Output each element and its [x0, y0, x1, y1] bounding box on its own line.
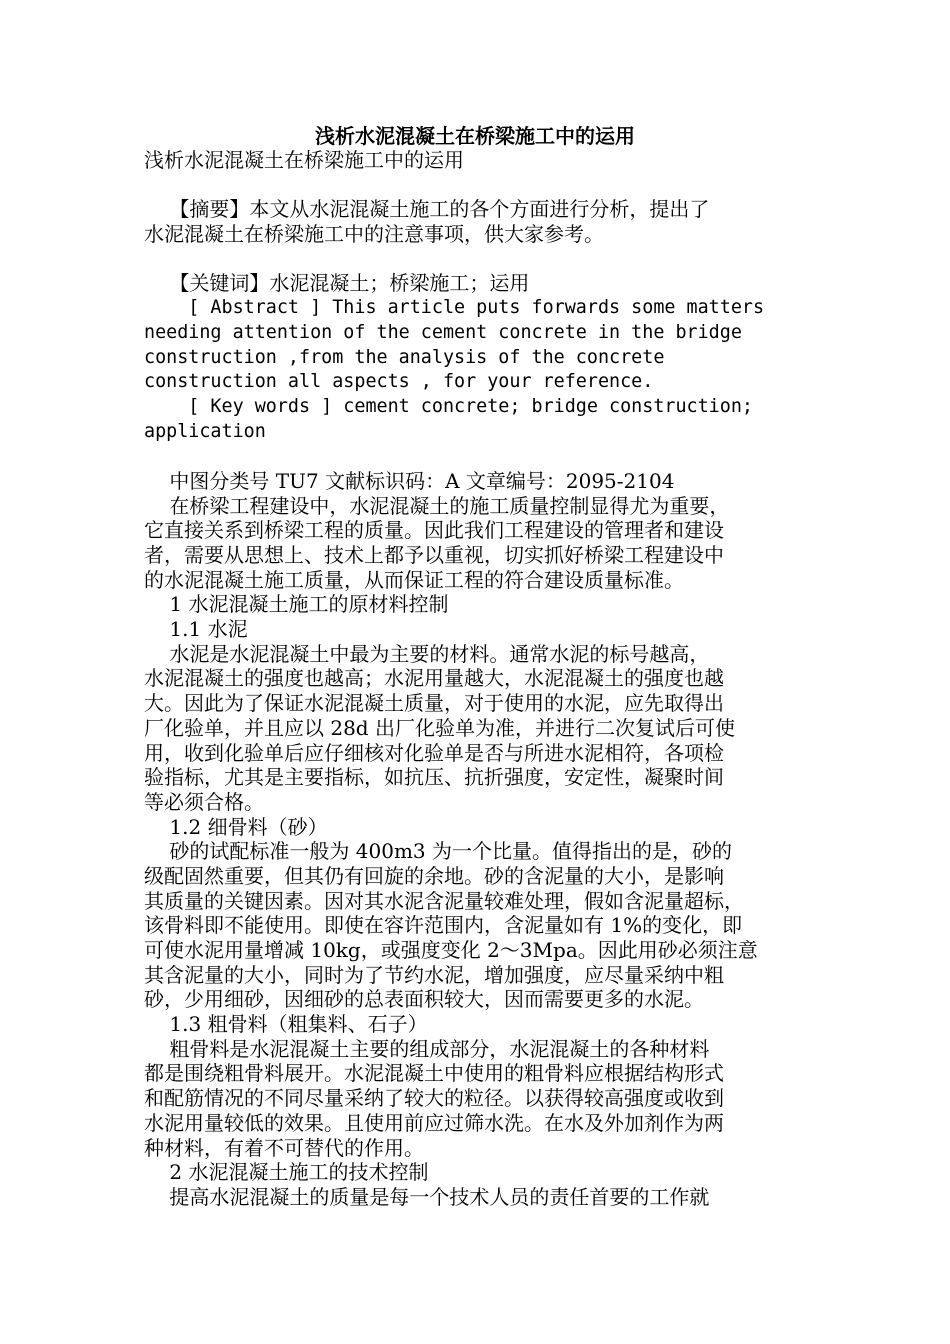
text-line: 厂化验单，并且应以 28d 出厂化验单为准，并进行二次复试后可使: [144, 715, 735, 740]
text-line: 都是围绕粗骨料展开。水泥混凝土中使用的粗骨料应根据结构形式: [144, 1061, 724, 1086]
text-line: 其含泥量的大小，同时为了节约水泥，增加强度，应尽量采纳中粗: [144, 962, 724, 987]
text-line: 验指标，尤其是主要指标，如抗压、抗折强度，安定性，凝聚时间: [144, 765, 724, 790]
text-line: 的水泥混凝土施工质量，从而保证工程的符合建设质量标准。: [144, 567, 684, 592]
text-line: application: [144, 420, 266, 442]
text-line: 大。因此为了保证水泥混凝土质量，对于使用的水泥，应先取得出: [144, 691, 724, 716]
text-line: 可使水泥用量增减 10kg，或强度变化 2～3Mpa。因此用砂必须注意: [144, 938, 758, 962]
blank-line: [144, 173, 804, 198]
text-line: 中图分类号 TU7 文献标识码：A 文章编号：2095-2104: [144, 468, 675, 493]
text-line: 1 水泥混凝土施工的原材料控制: [144, 592, 449, 617]
text-line: 级配固然重要，但其仍有回旋的余地。砂的含泥量的大小，是影响: [144, 863, 724, 888]
text-line: 水泥是水泥混凝土中最为主要的材料。通常水泥的标号越高，: [144, 641, 710, 666]
text-line: 和配筋情况的不同尽量采纳了较大的粒径。以获得较高强度或收到: [144, 1086, 724, 1111]
text-line: 【摘要】本文从水泥混凝土施工的各个方面进行分析，提出了: [144, 197, 710, 222]
text-line: 砂，少用细砂，因细砂的总表面积较大，因而需要更多的水泥。: [144, 987, 704, 1012]
text-line: [ Abstract ] This article puts forwards some matters: [144, 297, 765, 319]
text-line: 粗骨料是水泥混凝土主要的组成部分，水泥混凝土的各种材料: [144, 1036, 710, 1061]
document-body: [144, 148, 804, 1210]
text-line: 提高水泥混凝土的质量是每一个技术人员的责任首要的工作就: [144, 1184, 710, 1209]
text-line: 【关键词】水泥混凝土；桥梁施工；运用: [144, 271, 530, 296]
text-line: needing attention of the cement concrete in the bridge: [144, 321, 742, 343]
text-line: 水泥用量较低的效果。且使用前应过筛水洗。在水及外加剂作为两: [144, 1110, 724, 1135]
text-line: [ Key words ] cement concrete; bridge construction;: [144, 395, 753, 417]
text-line: 其质量的关键因素。因对其水泥含泥量较难处理，假如含泥量超标，: [144, 888, 744, 913]
text-line: 浅析水泥混凝土在桥梁施工中的运用: [144, 148, 464, 172]
text-line: 水泥混凝土在桥梁施工中的注意事项，供大家参考。: [144, 222, 604, 247]
text-line: 用，收到化验单后应仔细核对化验单是否与所进水泥相符，各项检: [144, 740, 724, 765]
text-line: 等必须合格。: [144, 789, 264, 814]
text-line: 者，需要从思想上、技术上都予以重视，切实抓好桥梁工程建设中: [144, 543, 724, 567]
text-line: 砂的试配标准一般为 400m3 为一个比量。值得指出的是，砂的: [144, 839, 733, 864]
document-title: 浅析水泥混凝土在桥梁施工中的运用: [315, 124, 635, 148]
blank-line: [144, 247, 804, 272]
text-line: 1.1 水泥: [144, 617, 248, 642]
text-line: 该骨料即不能使用。即使在容许范围内，含泥量如有 1%的变化，即: [144, 913, 743, 938]
text-line: construction ,from the analysis of the concrete: [144, 346, 665, 368]
text-line: 种材料，有着不可替代的作用。: [144, 1135, 424, 1160]
text-line: construction all aspects , for your reference.: [144, 371, 654, 393]
text-line: 在桥梁工程建设中，水泥混凝土的施工质量控制显得尤为重要，: [144, 493, 730, 518]
text-line: 1.3 粗骨料（粗集料、石子）: [144, 1012, 428, 1037]
text-line: 水泥混凝土的强度也越高；水泥用量越大，水泥混凝土的强度也越: [144, 666, 724, 691]
text-line: 1.2 细骨料（砂）: [144, 814, 328, 839]
blank-line: [144, 444, 804, 469]
text-line: 2 水泥混凝土施工的技术控制: [144, 1160, 429, 1185]
text-line: 它直接关系到桥梁工程的质量。因此我们工程建设的管理者和建设: [144, 518, 724, 543]
